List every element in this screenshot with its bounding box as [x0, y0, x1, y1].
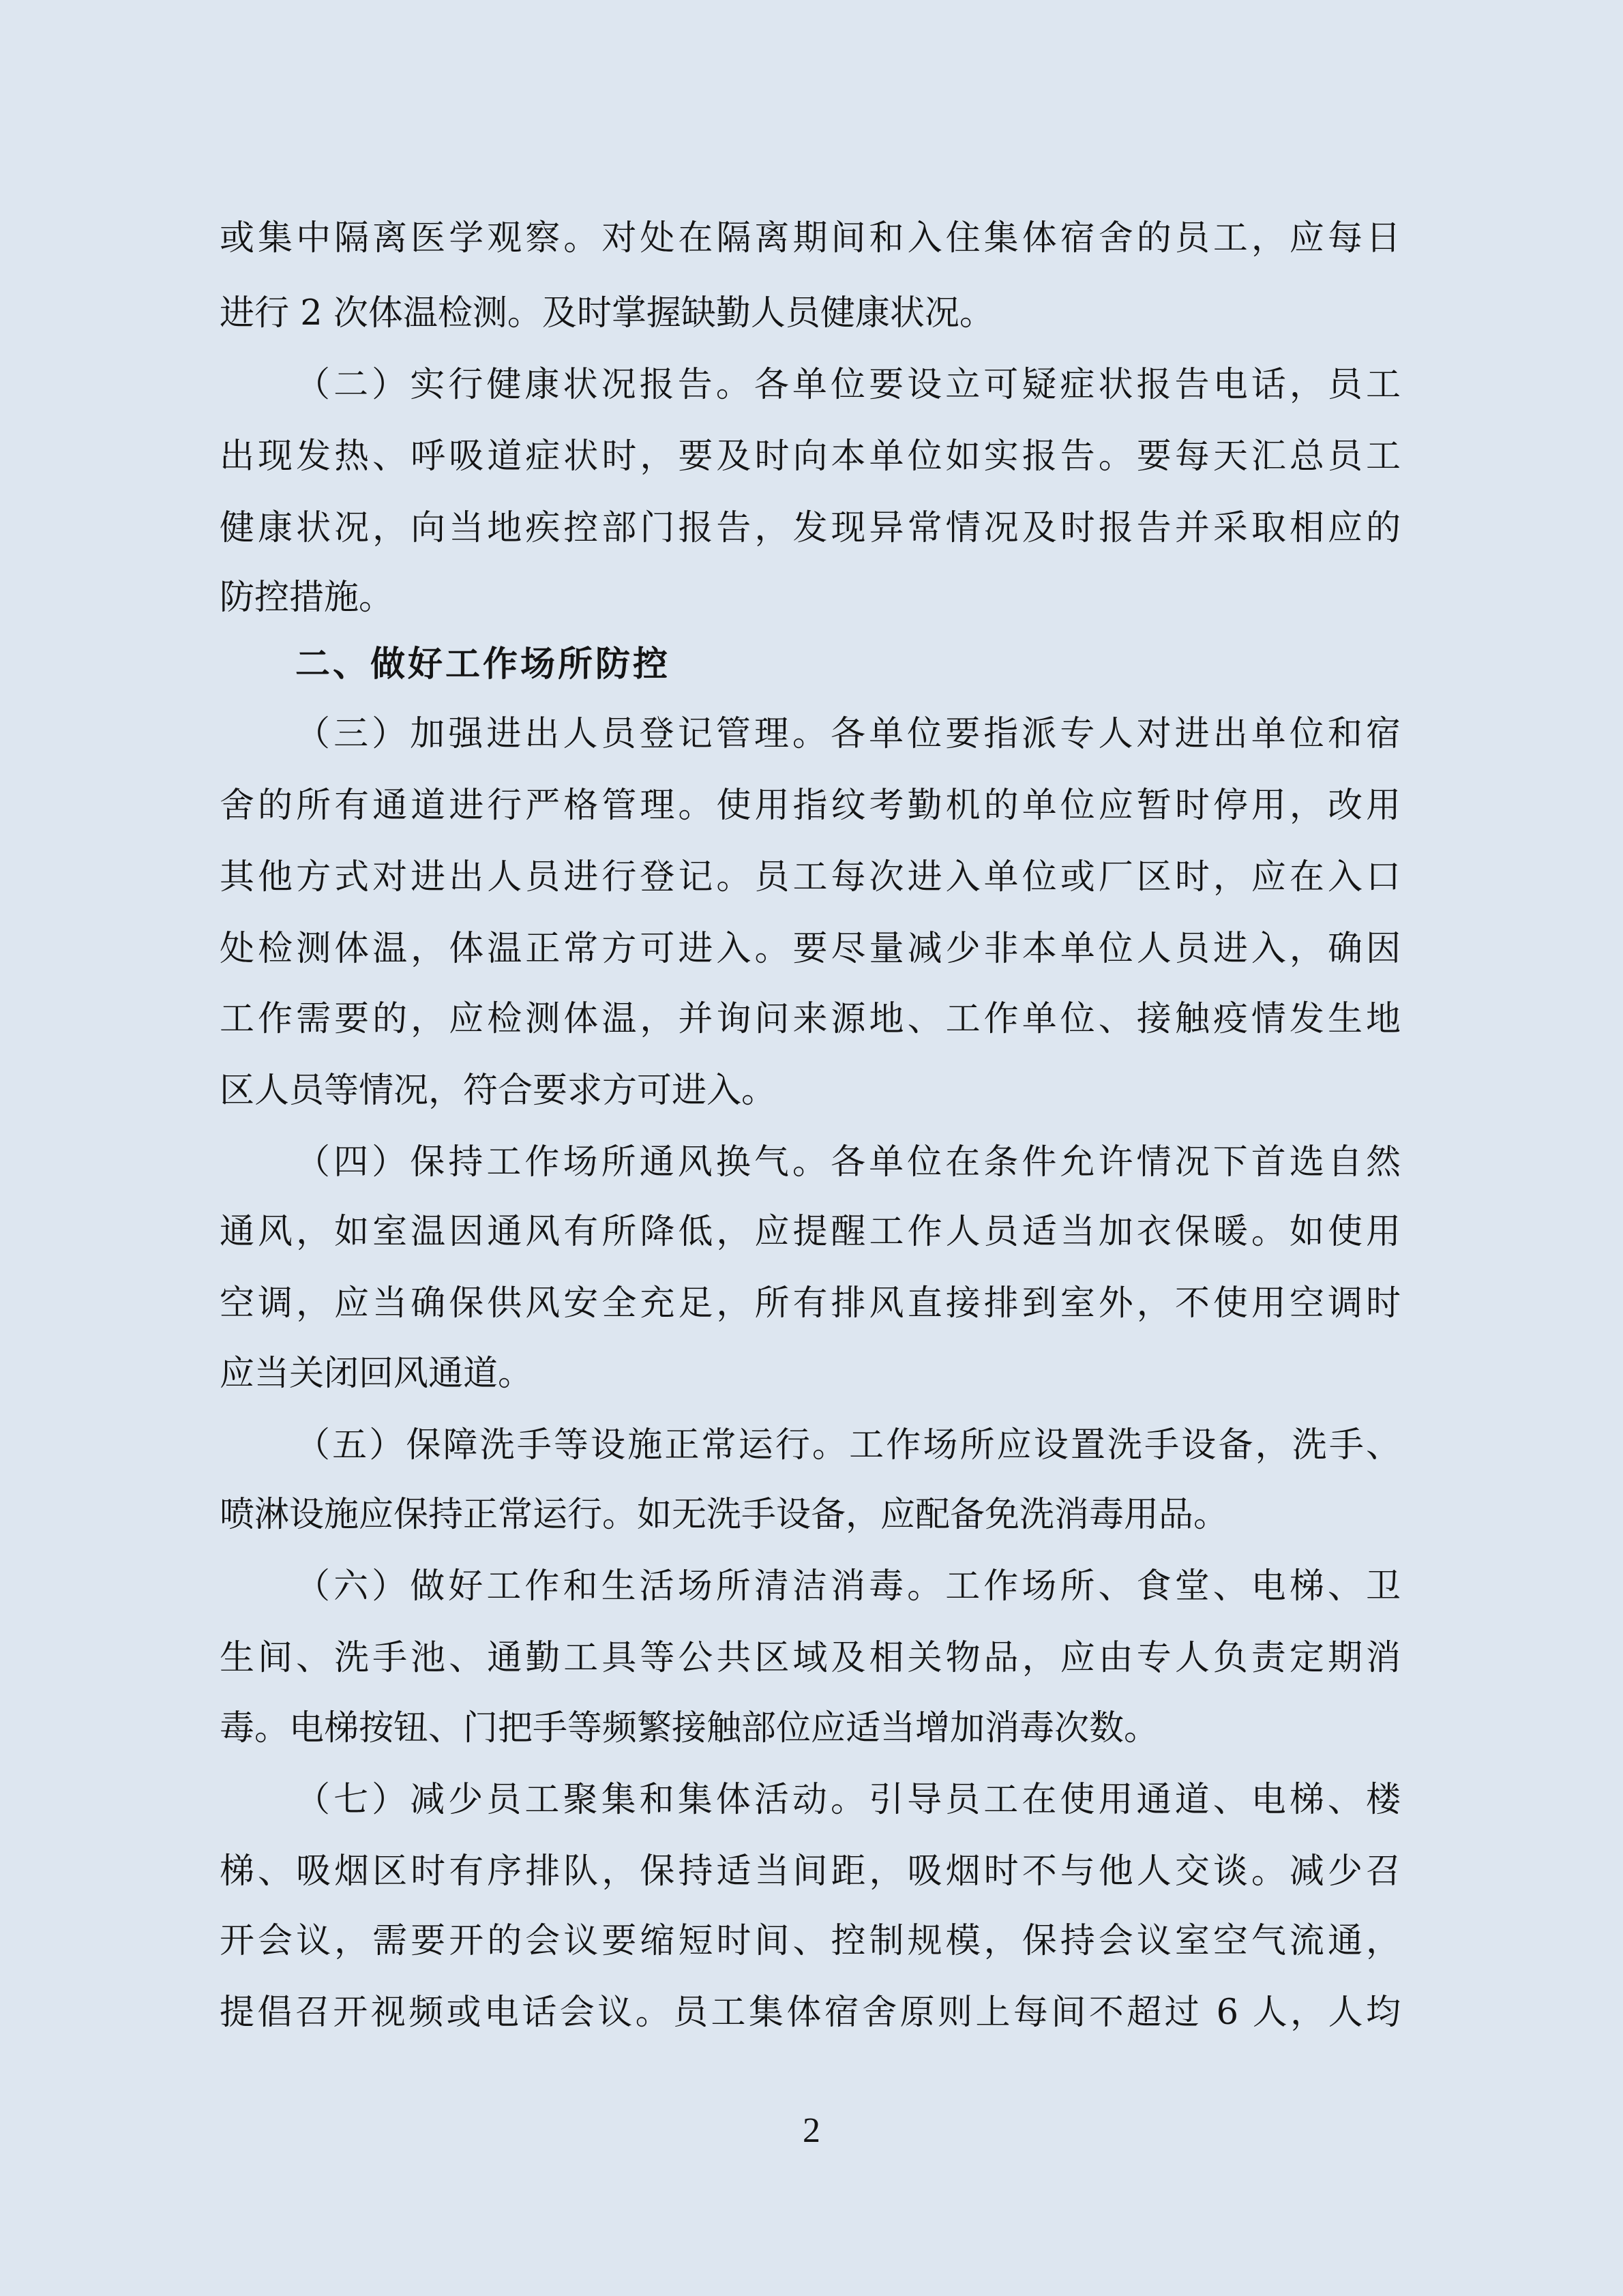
- body-line-5: 健康状况，向当地疾控部门报告，发现异常情况及时报告并采取相应的: [220, 508, 1401, 548]
- body-line-11: 处检测体温，体温正常方可进入。要尽量减少非本单位人员进入，确因: [220, 929, 1401, 969]
- body-line-9: 舍的所有通道进行严格管理。使用指纹考勤机的单位应暂时停用，改用: [220, 786, 1401, 826]
- body-line-26: 提倡召开视频或电话会议。员工集体宿舍原则上每间不超过 6 人，人均: [220, 1993, 1401, 2033]
- body-line-2: 进行 2 次体温检测。及时掌握缺勤人员健康状况。: [220, 293, 994, 333]
- body-line-24: 梯、吸烟区时有序排队，保持适当间距，吸烟时不与他人交谈。减少召: [220, 1851, 1401, 1892]
- body-line-13: 区人员等情况，符合要求方可进入。: [220, 1071, 777, 1111]
- body-line-25: 开会议，需要开的会议要缩短时间、控制规模，保持会议室空气流通，: [220, 1921, 1401, 1961]
- page-number: 2: [803, 2111, 820, 2150]
- paragraph-3-start: （三）加强进出人员登记管理。各单位要指派专人对进出单位和宿: [295, 714, 1401, 754]
- paragraph-6-start: （六）做好工作和生活场所清洁消毒。工作场所、食堂、电梯、卫: [295, 1566, 1401, 1607]
- body-line-21: 生间、洗手池、通勤工具等公共区域及相关物品，应由专人负责定期消: [220, 1638, 1401, 1678]
- body-line-15: 通风，如室温因通风有所降低，应提醒工作人员适当加衣保暖。如使用: [220, 1212, 1401, 1252]
- body-line-6: 防控措施。: [220, 578, 394, 618]
- section-heading: 二、做好工作场所防控: [295, 644, 671, 685]
- body-line-16: 空调，应当确保供风安全充足，所有排风直接排到室外，不使用空调时: [220, 1283, 1401, 1324]
- paragraph-7-start: （七）减少员工聚集和集体活动。引导员工在使用通道、电梯、楼: [295, 1780, 1401, 1820]
- body-line-22: 毒。电梯按钮、门把手等频繁接触部位应适当增加消毒次数。: [220, 1708, 1159, 1748]
- body-line-17: 应当关闭回风通道。: [220, 1354, 533, 1394]
- body-line-12: 工作需要的，应检测体温，并询问来源地、工作单位、接触疫情发生地: [220, 999, 1401, 1039]
- paragraph-5-start: （五）保障洗手等设施正常运行。工作场所应设置洗手设备，洗手、: [295, 1425, 1401, 1465]
- body-line-4: 出现发热、呼吸道症状时，要及时向本单位如实报告。要每天汇总员工: [220, 436, 1401, 477]
- paragraph-4-start: （四）保持工作场所通风换气。各单位在条件允许情况下首选自然: [295, 1142, 1401, 1182]
- body-line-19: 喷淋设施应保持正常运行。如无洗手设备，应配备免洗消毒用品。: [220, 1495, 1229, 1535]
- body-line-1: 或集中隔离医学观察。对处在隔离期间和入住集体宿舍的员工，应每日: [220, 218, 1401, 258]
- body-line-10: 其他方式对进出人员进行登记。员工每次进入单位或厂区时，应在入口: [220, 857, 1401, 897]
- paragraph-2-start: （二）实行健康状况报告。各单位要设立可疑症状报告电话，员工: [295, 365, 1401, 405]
